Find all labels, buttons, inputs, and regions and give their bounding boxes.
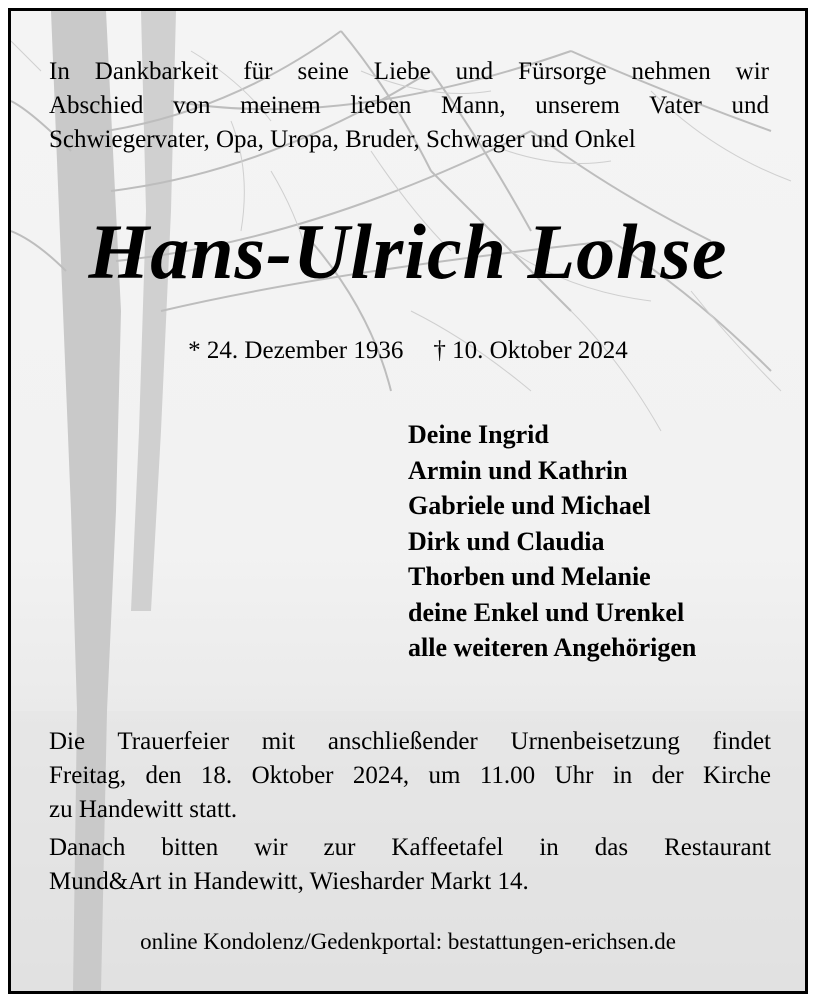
life-dates bbox=[11, 337, 805, 365]
family-member: Deine Ingrid bbox=[408, 420, 549, 449]
obituary-frame bbox=[8, 8, 808, 994]
death-date: † 10. Oktober 2024 bbox=[433, 337, 628, 364]
funeral-service-text bbox=[49, 725, 771, 827]
reception-line: Danach bitten wir zur Kaffeetafel in das Restaurant bbox=[49, 834, 771, 861]
service-line: Freitag, den 18. Oktober 2024, um 11.00 Uhr in der Kirche bbox=[49, 762, 771, 789]
family-member: deine Enkel und Urenkel bbox=[408, 597, 685, 627]
intro-line: Abschied von meinem lieben Mann, unserem Vater und bbox=[49, 92, 769, 119]
family-list bbox=[408, 417, 696, 666]
intro-text bbox=[49, 55, 769, 157]
family-member: Gabriele und Michael bbox=[408, 491, 651, 520]
online-condolence-line: online Kondolenz/Gedenkportal: bestattungen-erichsen.de bbox=[140, 929, 676, 954]
obituary-content bbox=[11, 11, 805, 991]
intro-line: In Dankbarkeit für seine Liebe und Fürsorge nehmen wir bbox=[49, 58, 769, 85]
service-line: Die Trauerfeier mit anschließender Urnenbeisetzung findet bbox=[49, 728, 771, 755]
family-member: Dirk und Claudia bbox=[408, 526, 605, 556]
deceased-name: Hans-Ulrich Lohse bbox=[88, 208, 728, 295]
intro-line: Schwiegervater, Opa, Uropa, Bruder, Schwager und Onkel bbox=[49, 126, 636, 153]
reception-text bbox=[49, 831, 771, 899]
reception-line: Mund&Art in Handewitt, Wiesharder Markt 14. bbox=[49, 868, 529, 895]
birth-date: * 24. Dezember 1936 bbox=[188, 337, 404, 364]
service-line: zu Handewitt statt. bbox=[49, 796, 238, 823]
family-member: alle weiteren Angehörigen bbox=[408, 633, 697, 662]
family-member: Armin und Kathrin bbox=[408, 455, 628, 485]
family-member: Thorben und Melanie bbox=[408, 562, 651, 591]
